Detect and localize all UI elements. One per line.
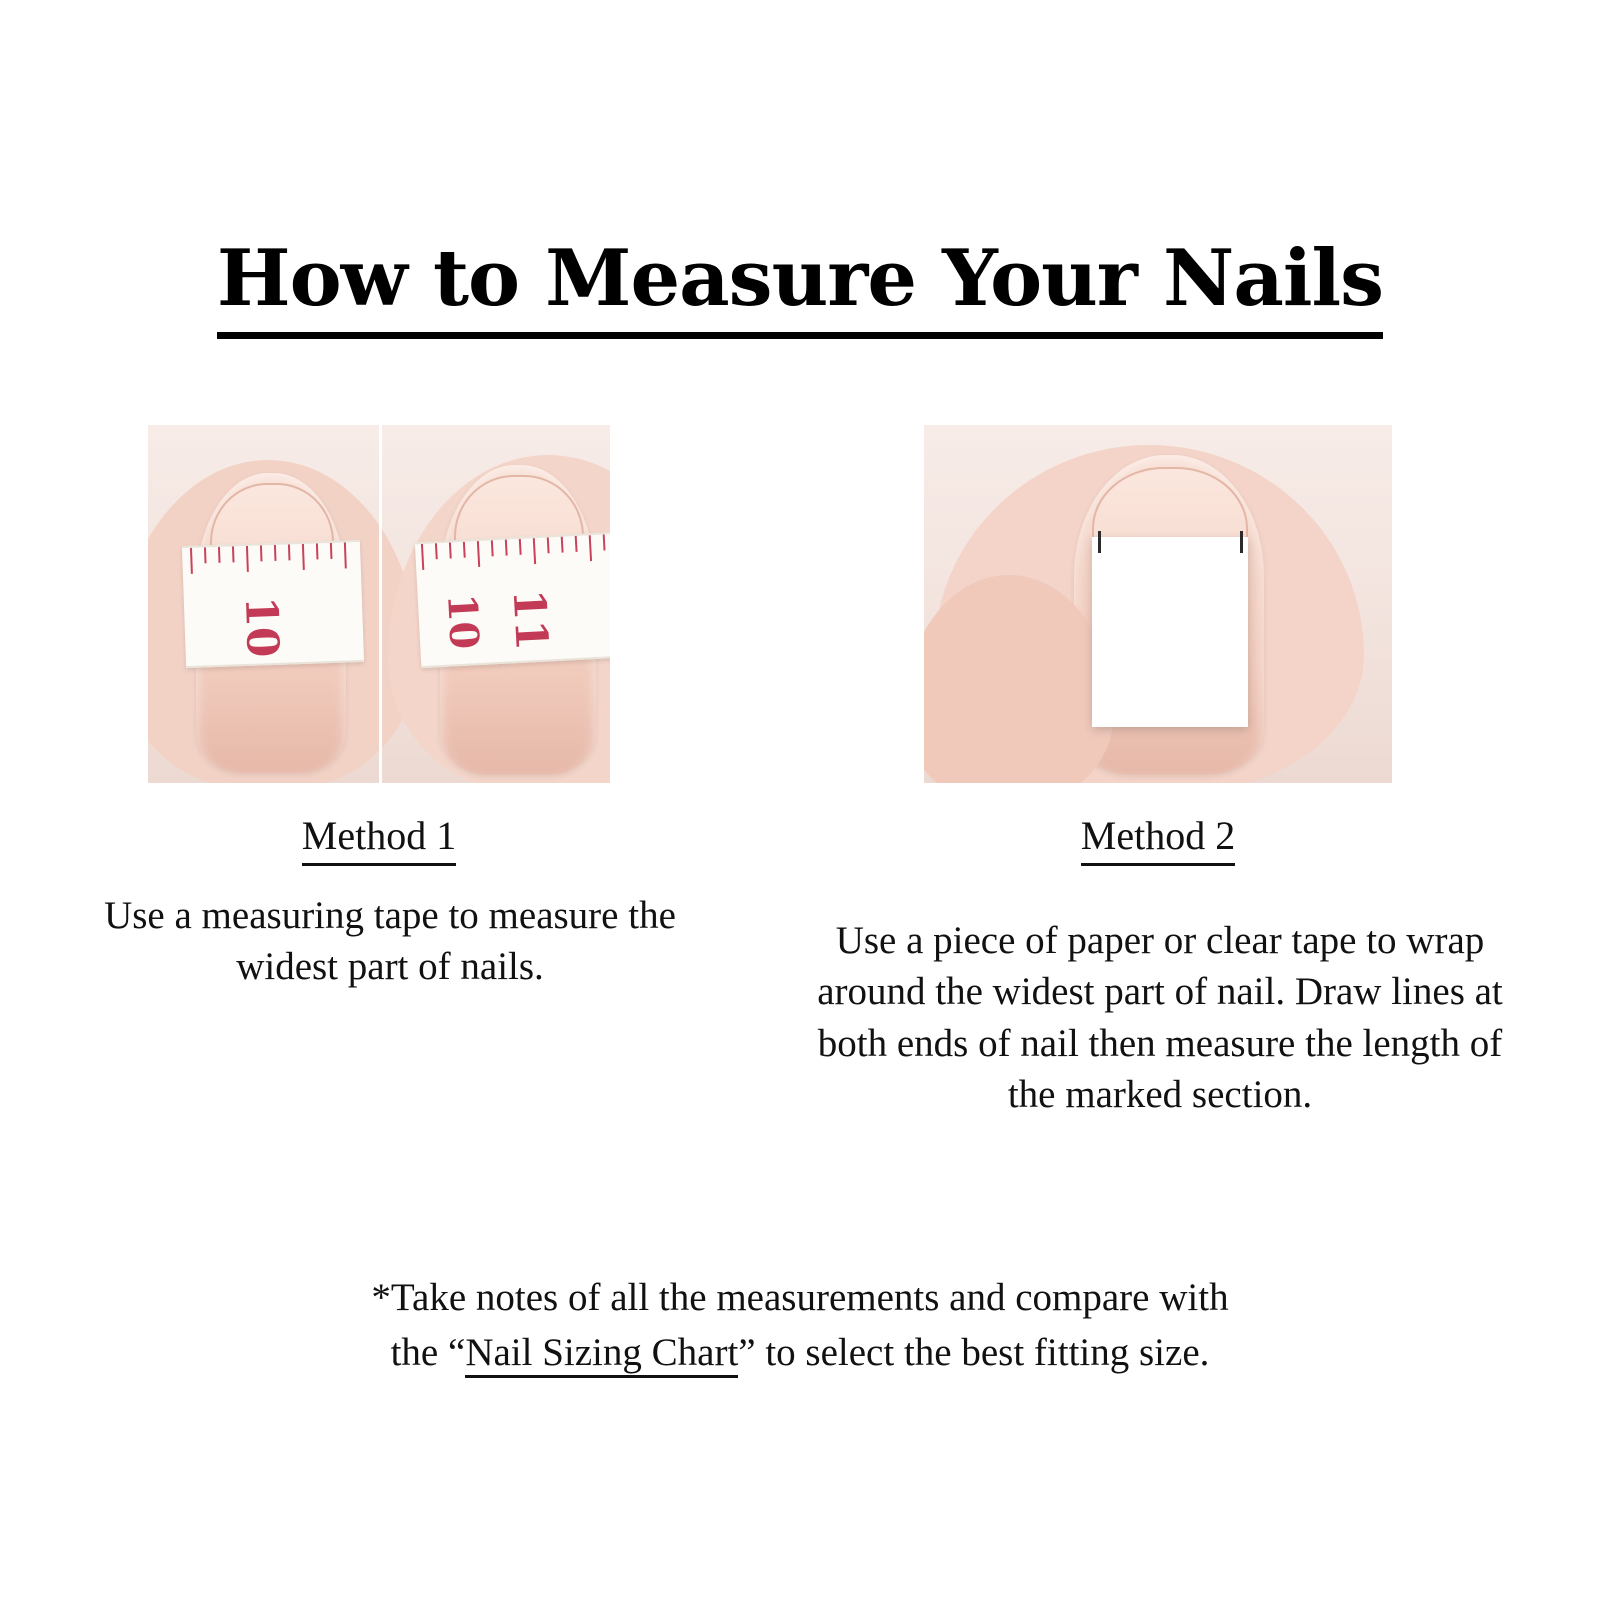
measuring-tape-left	[182, 540, 364, 668]
method-2-caption	[924, 812, 1392, 866]
mark-line-right	[1240, 531, 1243, 553]
method-2-image	[924, 425, 1392, 783]
method-1-caption	[148, 812, 610, 866]
tape-ticks-right	[415, 534, 610, 591]
footnote-line-2-after: ” to select the best fitting size.	[738, 1331, 1210, 1375]
method-1-label: Method 1	[302, 812, 456, 866]
page-title: How to Measure Your Nails	[217, 240, 1383, 339]
photo-divider	[379, 425, 382, 783]
photo-row	[0, 425, 1600, 785]
method-2-description: Use a piece of paper or clear tape to wrap around the widest part of nail. Draw lines at both ends of nail then measure the length of the marked section.	[817, 919, 1503, 1117]
tape-number-10-b: 10	[437, 592, 488, 651]
tape-number-11: 11	[502, 588, 557, 652]
tape-ticks-left	[182, 542, 361, 593]
tape-number-10: 10	[234, 595, 288, 659]
method-1-description: Use a measuring tape to measure the widest part of nails.	[104, 894, 676, 989]
measuring-tape-right	[415, 532, 610, 668]
footnote-line-1: *Take notes of all the measurements and compare with	[371, 1276, 1229, 1319]
method-1-image	[148, 425, 610, 783]
footnote-line-2-before: the “	[390, 1331, 466, 1375]
page-title-container	[0, 233, 1600, 339]
method-2-label: Method 2	[1081, 812, 1235, 866]
nail-sizing-chart-link[interactable]: Nail Sizing Chart	[465, 1331, 738, 1378]
mark-line-left	[1098, 531, 1101, 553]
footnote	[160, 1270, 1440, 1381]
footnote-line-2	[160, 1325, 1440, 1380]
paper-strip	[1092, 537, 1248, 727]
